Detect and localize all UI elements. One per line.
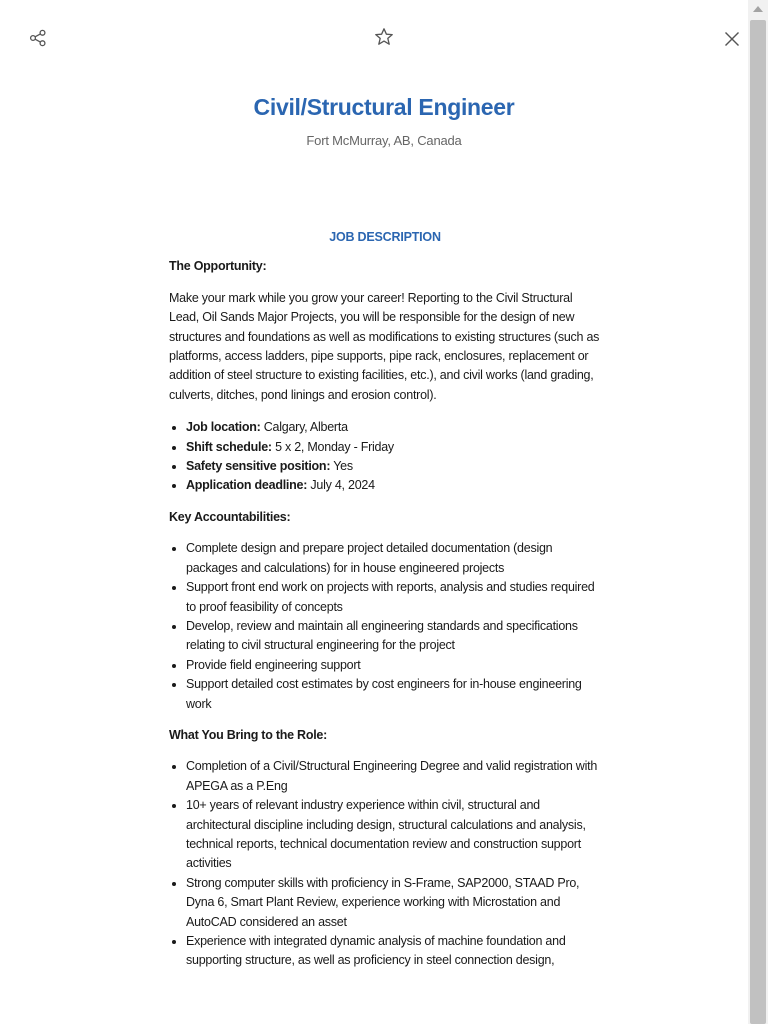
list-item: • Completion of a Civil/Structural Engineering Degree and valid registration with APEGA as a P.Eng	[186, 757, 601, 796]
job-details-list	[169, 418, 601, 496]
section-label: JOB DESCRIPTION	[329, 230, 441, 244]
list-item: • Complete design and prepare project detailed documentation (design packages and calculations) for in house engineered projects	[186, 539, 601, 578]
job-description	[169, 228, 601, 983]
close-button[interactable]	[718, 25, 746, 53]
list-item: • Strong computer skills with proficiency in S-Frame, SAP2000, STAAD Pro, Dyna 6, Smart Plant Review, experience working with Microstation and AutoCAD considered an asset	[186, 874, 601, 932]
detail-label: Safety sensitive position:	[186, 459, 331, 474]
detail-label: Job location:	[186, 420, 261, 435]
detail-value: 5 x 2, Monday - Friday	[275, 439, 394, 454]
accountabilities-list	[169, 539, 601, 714]
job-header	[0, 94, 768, 148]
detail-label: Application deadline:	[186, 478, 308, 493]
detail-label: Shift schedule:	[186, 439, 272, 454]
list-item: • Support detailed cost estimates by cost engineers for in-house engineering work	[186, 675, 601, 714]
close-icon	[724, 31, 740, 47]
detail-value: Yes	[333, 459, 353, 474]
accountabilities-heading: Key Accountabilities:	[169, 509, 291, 524]
list-item: • Develop, review and maintain all engineering standards and specifications relating to civil structural engineering for the project	[186, 617, 601, 656]
job-location: Fort McMurray, AB, Canada	[306, 133, 462, 148]
scroll-thumb[interactable]	[750, 20, 766, 1024]
detail-value: July 4, 2024	[310, 478, 375, 493]
list-item	[186, 476, 601, 495]
list-item: • 10+ years of relevant industry experience within civil, structural and architectural discipline including design, structural calculations and analysis, technical reports, technical documentation review and construction support activities	[186, 796, 601, 874]
requirements-list	[169, 757, 601, 970]
job-title: Civil/Structural Engineer	[253, 94, 515, 120]
scroll-up-arrow-icon[interactable]	[753, 6, 763, 12]
save-job-button[interactable]	[370, 23, 398, 51]
star-icon	[374, 27, 394, 47]
share-icon	[29, 29, 47, 47]
list-item	[186, 457, 601, 476]
list-item	[186, 438, 601, 457]
top-bar	[0, 0, 748, 76]
share-button[interactable]	[24, 24, 52, 52]
list-item: • Support front end work on projects with reports, analysis and studies required to proof feasibility of concepts	[186, 578, 601, 617]
opportunity-heading: The Opportunity:	[169, 259, 267, 274]
scrollbar[interactable]	[748, 0, 768, 1024]
list-item	[186, 418, 601, 437]
detail-value: Calgary, Alberta	[263, 420, 348, 435]
opportunity-text: Make your mark while you grow your career! Reporting to the Civil Structural Lead, Oil Sands Major Projects, you will be responsible for the design of new structures and foundations as well as modifications to existing structures (such as platforms, access ladders, pipe supports, pipe rack, enclosures, replacement or addition of steel structure to existing facilities, etc.), and civil works (land grading, culverts, ditches, pond linings and erosion control).	[169, 290, 600, 402]
list-item: • Experience with integrated dynamic analysis of machine foundation and supporting structure, as well as proficiency in steel connection design,	[186, 932, 601, 971]
list-item: • Provide field engineering support	[186, 656, 601, 675]
bring-heading: What You Bring to the Role:	[169, 727, 328, 742]
